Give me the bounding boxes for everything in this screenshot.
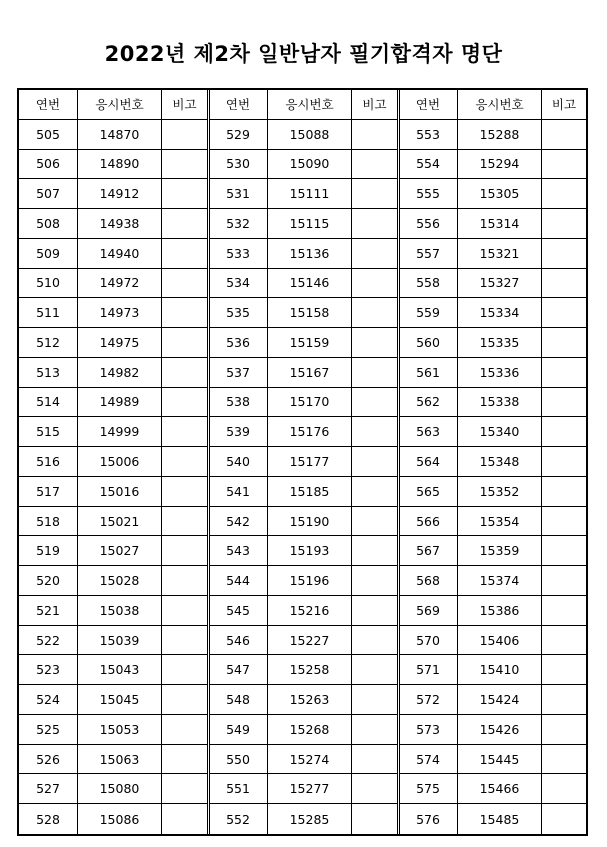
remarks-cell [352, 685, 397, 715]
exam-number-cell: 15227 [268, 626, 352, 656]
remarks-cell [542, 447, 586, 477]
serial-number-cell: 572 [399, 685, 458, 715]
header-exam-number: 응시번호 [458, 90, 542, 120]
serial-number-cell: 563 [399, 417, 458, 447]
remarks-cell [542, 209, 586, 239]
serial-number-cell: 523 [19, 655, 78, 685]
remarks-cell [352, 150, 397, 180]
remarks-cell [162, 477, 207, 507]
serial-number-cell: 527 [19, 774, 78, 804]
remarks-cell [542, 179, 586, 209]
serial-number-cell: 531 [209, 179, 268, 209]
exam-number-cell: 15352 [458, 477, 542, 507]
remarks-cell [542, 358, 586, 388]
remarks-cell [542, 774, 586, 804]
serial-number-cell: 528 [19, 804, 78, 834]
remarks-cell [542, 298, 586, 328]
exam-number-cell: 15088 [268, 120, 352, 150]
exam-number-cell: 15021 [78, 507, 162, 537]
serial-number-cell: 533 [209, 239, 268, 269]
exam-number-cell: 14982 [78, 358, 162, 388]
exam-number-cell: 15445 [458, 745, 542, 775]
serial-number-cell: 542 [209, 507, 268, 537]
remarks-cell [162, 566, 207, 596]
serial-number-cell: 553 [399, 120, 458, 150]
header-exam-number: 응시번호 [268, 90, 352, 120]
remarks-cell [542, 536, 586, 566]
exam-number-cell: 15045 [78, 685, 162, 715]
remarks-cell [542, 269, 586, 299]
serial-number-cell: 548 [209, 685, 268, 715]
serial-number-cell: 559 [399, 298, 458, 328]
serial-number-cell: 569 [399, 596, 458, 626]
exam-number-cell: 15410 [458, 655, 542, 685]
remarks-cell [162, 685, 207, 715]
exam-number-cell: 15159 [268, 328, 352, 358]
exam-number-cell: 15115 [268, 209, 352, 239]
serial-number-cell: 549 [209, 715, 268, 745]
serial-number-cell: 530 [209, 150, 268, 180]
serial-number-cell: 535 [209, 298, 268, 328]
exam-number-cell: 14938 [78, 209, 162, 239]
exam-number-cell: 14975 [78, 328, 162, 358]
remarks-cell [352, 655, 397, 685]
remarks-cell [162, 298, 207, 328]
remarks-cell [162, 774, 207, 804]
exam-number-cell: 15063 [78, 745, 162, 775]
table-panel-2 [209, 90, 397, 834]
serial-number-cell: 516 [19, 447, 78, 477]
remarks-cell [162, 536, 207, 566]
exam-number-cell: 15027 [78, 536, 162, 566]
exam-number-cell: 15216 [268, 596, 352, 626]
remarks-cell [162, 150, 207, 180]
exam-number-cell: 15305 [458, 179, 542, 209]
serial-number-cell: 545 [209, 596, 268, 626]
remarks-cell [542, 655, 586, 685]
exam-number-cell: 15258 [268, 655, 352, 685]
exam-number-cell: 15028 [78, 566, 162, 596]
exam-number-cell: 15288 [458, 120, 542, 150]
exam-number-cell: 14972 [78, 269, 162, 299]
remarks-cell [542, 477, 586, 507]
exam-number-cell: 15274 [268, 745, 352, 775]
remarks-cell [352, 358, 397, 388]
serial-number-cell: 547 [209, 655, 268, 685]
serial-number-cell: 555 [399, 179, 458, 209]
exam-number-cell: 14973 [78, 298, 162, 328]
remarks-cell [352, 477, 397, 507]
exam-number-cell: 15043 [78, 655, 162, 685]
exam-number-cell: 14870 [78, 120, 162, 150]
exam-number-cell: 15340 [458, 417, 542, 447]
exam-number-cell: 15334 [458, 298, 542, 328]
serial-number-cell: 567 [399, 536, 458, 566]
serial-number-cell: 508 [19, 209, 78, 239]
exam-number-cell: 15354 [458, 507, 542, 537]
serial-number-cell: 568 [399, 566, 458, 596]
serial-number-cell: 517 [19, 477, 78, 507]
remarks-cell [352, 804, 397, 834]
remarks-cell [542, 626, 586, 656]
remarks-cell [542, 685, 586, 715]
header-serial-number: 연번 [209, 90, 268, 120]
serial-number-cell: 511 [19, 298, 78, 328]
remarks-cell [352, 209, 397, 239]
serial-number-cell: 536 [209, 328, 268, 358]
serial-number-cell: 571 [399, 655, 458, 685]
exam-number-cell: 15294 [458, 150, 542, 180]
serial-number-cell: 519 [19, 536, 78, 566]
remarks-cell [352, 566, 397, 596]
remarks-cell [352, 328, 397, 358]
serial-number-cell: 522 [19, 626, 78, 656]
remarks-cell [542, 507, 586, 537]
remarks-cell [542, 566, 586, 596]
serial-number-cell: 539 [209, 417, 268, 447]
serial-number-cell: 506 [19, 150, 78, 180]
remarks-cell [352, 179, 397, 209]
exam-number-cell: 15158 [268, 298, 352, 328]
serial-number-cell: 541 [209, 477, 268, 507]
remarks-cell [162, 239, 207, 269]
remarks-cell [352, 417, 397, 447]
exam-number-cell: 15485 [458, 804, 542, 834]
exam-number-cell: 14912 [78, 179, 162, 209]
remarks-cell [352, 447, 397, 477]
serial-number-cell: 564 [399, 447, 458, 477]
page-title: 2022년 제2차 일반남자 필기합격자 명단 [104, 42, 503, 66]
remarks-cell [162, 120, 207, 150]
remarks-cell [352, 596, 397, 626]
exam-number-cell: 15193 [268, 536, 352, 566]
serial-number-cell: 575 [399, 774, 458, 804]
exam-number-cell: 15090 [268, 150, 352, 180]
remarks-cell [162, 447, 207, 477]
remarks-cell [542, 745, 586, 775]
exam-number-cell: 15406 [458, 626, 542, 656]
serial-number-cell: 515 [19, 417, 78, 447]
exam-number-cell: 15038 [78, 596, 162, 626]
remarks-cell [162, 507, 207, 537]
exam-number-cell: 15146 [268, 269, 352, 299]
remarks-cell [162, 388, 207, 418]
exam-number-cell: 15386 [458, 596, 542, 626]
remarks-cell [542, 596, 586, 626]
remarks-cell [352, 388, 397, 418]
exam-number-cell: 15314 [458, 209, 542, 239]
remarks-cell [162, 596, 207, 626]
exam-number-cell: 15327 [458, 269, 542, 299]
remarks-cell [162, 179, 207, 209]
panel-divider [207, 90, 208, 834]
header-exam-number: 응시번호 [78, 90, 162, 120]
serial-number-cell: 557 [399, 239, 458, 269]
serial-number-cell: 556 [399, 209, 458, 239]
exam-number-cell: 15285 [268, 804, 352, 834]
remarks-cell [352, 507, 397, 537]
panel-divider [397, 90, 398, 834]
exam-number-cell: 15177 [268, 447, 352, 477]
exam-number-cell: 15277 [268, 774, 352, 804]
exam-number-cell: 15196 [268, 566, 352, 596]
remarks-cell [352, 269, 397, 299]
serial-number-cell: 552 [209, 804, 268, 834]
serial-number-cell: 521 [19, 596, 78, 626]
exam-number-cell: 15080 [78, 774, 162, 804]
remarks-cell [162, 626, 207, 656]
serial-number-cell: 561 [399, 358, 458, 388]
serial-number-cell: 574 [399, 745, 458, 775]
serial-number-cell: 507 [19, 179, 78, 209]
remarks-cell [542, 388, 586, 418]
remarks-cell [162, 655, 207, 685]
exam-number-cell: 15359 [458, 536, 542, 566]
remarks-cell [162, 269, 207, 299]
exam-number-cell: 14999 [78, 417, 162, 447]
remarks-cell [542, 150, 586, 180]
exam-number-cell: 15424 [458, 685, 542, 715]
remarks-cell [352, 626, 397, 656]
exam-number-cell: 15167 [268, 358, 352, 388]
remarks-cell [352, 298, 397, 328]
serial-number-cell: 540 [209, 447, 268, 477]
header-serial-number: 연번 [19, 90, 78, 120]
serial-number-cell: 512 [19, 328, 78, 358]
exam-number-cell: 14989 [78, 388, 162, 418]
serial-number-cell: 514 [19, 388, 78, 418]
serial-number-cell: 554 [399, 150, 458, 180]
exam-number-cell: 15039 [78, 626, 162, 656]
serial-number-cell: 534 [209, 269, 268, 299]
serial-number-cell: 543 [209, 536, 268, 566]
exam-number-cell: 15466 [458, 774, 542, 804]
remarks-cell [352, 239, 397, 269]
exam-number-cell: 15348 [458, 447, 542, 477]
header-remarks: 비고 [162, 90, 207, 120]
header-remarks: 비고 [352, 90, 397, 120]
remarks-cell [542, 328, 586, 358]
serial-number-cell: 525 [19, 715, 78, 745]
header-remarks: 비고 [542, 90, 586, 120]
exam-number-cell: 14940 [78, 239, 162, 269]
remarks-cell [162, 715, 207, 745]
serial-number-cell: 513 [19, 358, 78, 388]
exam-number-cell: 15016 [78, 477, 162, 507]
exam-number-cell: 15426 [458, 715, 542, 745]
serial-number-cell: 520 [19, 566, 78, 596]
serial-number-cell: 518 [19, 507, 78, 537]
serial-number-cell: 562 [399, 388, 458, 418]
header-serial-number: 연번 [399, 90, 458, 120]
table-panel-1 [19, 90, 207, 834]
remarks-cell [162, 328, 207, 358]
exam-number-cell: 15263 [268, 685, 352, 715]
serial-number-cell: 526 [19, 745, 78, 775]
exam-number-cell: 15136 [268, 239, 352, 269]
remarks-cell [352, 715, 397, 745]
serial-number-cell: 570 [399, 626, 458, 656]
serial-number-cell: 529 [209, 120, 268, 150]
exam-number-cell: 15374 [458, 566, 542, 596]
serial-number-cell: 546 [209, 626, 268, 656]
serial-number-cell: 573 [399, 715, 458, 745]
serial-number-cell: 524 [19, 685, 78, 715]
remarks-cell [542, 239, 586, 269]
remarks-cell [162, 358, 207, 388]
remarks-cell [352, 745, 397, 775]
serial-number-cell: 538 [209, 388, 268, 418]
serial-number-cell: 576 [399, 804, 458, 834]
remarks-cell [162, 417, 207, 447]
serial-number-cell: 551 [209, 774, 268, 804]
exam-number-cell: 15336 [458, 358, 542, 388]
exam-number-cell: 15321 [458, 239, 542, 269]
exam-number-cell: 15268 [268, 715, 352, 745]
exam-number-cell: 15170 [268, 388, 352, 418]
remarks-cell [162, 745, 207, 775]
results-table [17, 88, 588, 836]
remarks-cell [542, 120, 586, 150]
remarks-cell [352, 120, 397, 150]
remarks-cell [162, 804, 207, 834]
serial-number-cell: 510 [19, 269, 78, 299]
serial-number-cell: 550 [209, 745, 268, 775]
serial-number-cell: 532 [209, 209, 268, 239]
remarks-cell [542, 417, 586, 447]
exam-number-cell: 15338 [458, 388, 542, 418]
exam-number-cell: 15006 [78, 447, 162, 477]
serial-number-cell: 537 [209, 358, 268, 388]
serial-number-cell: 560 [399, 328, 458, 358]
remarks-cell [352, 536, 397, 566]
remarks-cell [542, 715, 586, 745]
exam-number-cell: 15176 [268, 417, 352, 447]
table-panel-3 [399, 90, 586, 834]
serial-number-cell: 544 [209, 566, 268, 596]
exam-number-cell: 14890 [78, 150, 162, 180]
exam-number-cell: 15185 [268, 477, 352, 507]
exam-number-cell: 15086 [78, 804, 162, 834]
serial-number-cell: 566 [399, 507, 458, 537]
remarks-cell [352, 774, 397, 804]
exam-number-cell: 15190 [268, 507, 352, 537]
remarks-cell [162, 209, 207, 239]
exam-number-cell: 15053 [78, 715, 162, 745]
serial-number-cell: 509 [19, 239, 78, 269]
serial-number-cell: 558 [399, 269, 458, 299]
remarks-cell [542, 804, 586, 834]
serial-number-cell: 505 [19, 120, 78, 150]
exam-number-cell: 15111 [268, 179, 352, 209]
serial-number-cell: 565 [399, 477, 458, 507]
exam-number-cell: 15335 [458, 328, 542, 358]
